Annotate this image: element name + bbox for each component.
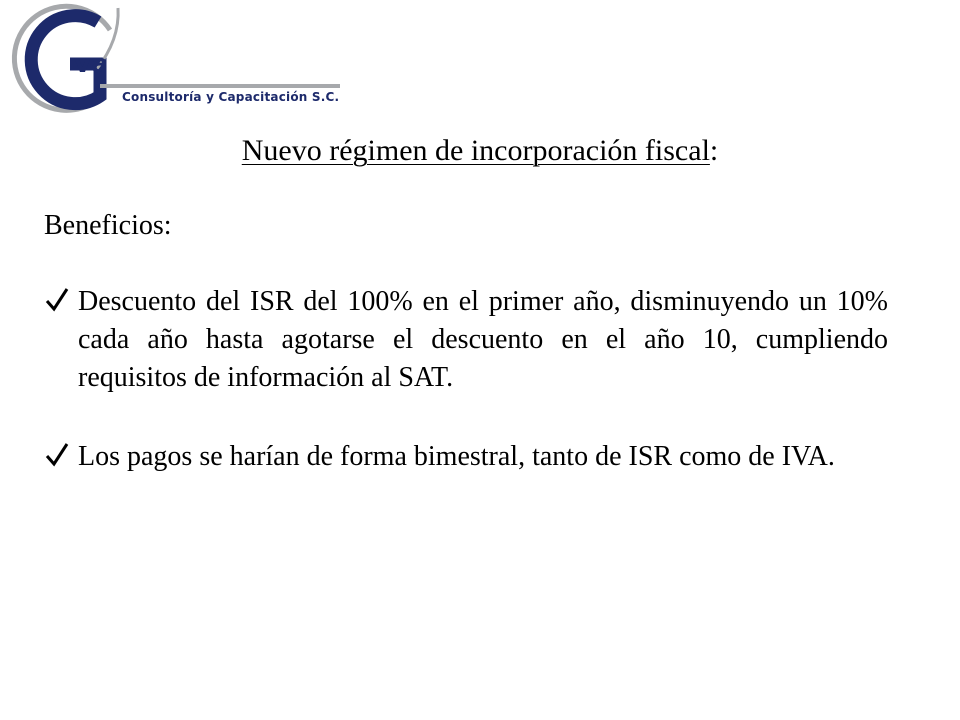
bullet-text: Descuento del ISR del 100% en el primer año, disminuyendo un 10% cada año hasta agotarse el descuento en el año 10, cumpliendo requisitos de información al SAT. [78, 286, 888, 393]
logo-letters: va [74, 49, 109, 79]
slide-title-suffix: : [709, 134, 719, 167]
section-label: Beneficios: [44, 210, 172, 241]
bullet-item [44, 283, 888, 397]
checkmark-icon [44, 438, 70, 472]
slide-title [0, 133, 960, 169]
company-logo [0, 0, 360, 118]
logo-tagline: Consultoría y Capacitación S.C. [122, 90, 340, 104]
bullet-item [44, 438, 888, 476]
slide-title-text: Nuevo régimen de incorporación fiscal [241, 134, 710, 167]
checkmark-icon [44, 283, 70, 317]
bullet-text: Los pagos se harían de forma bimestral, tanto de ISR como de IVA. [78, 441, 835, 472]
